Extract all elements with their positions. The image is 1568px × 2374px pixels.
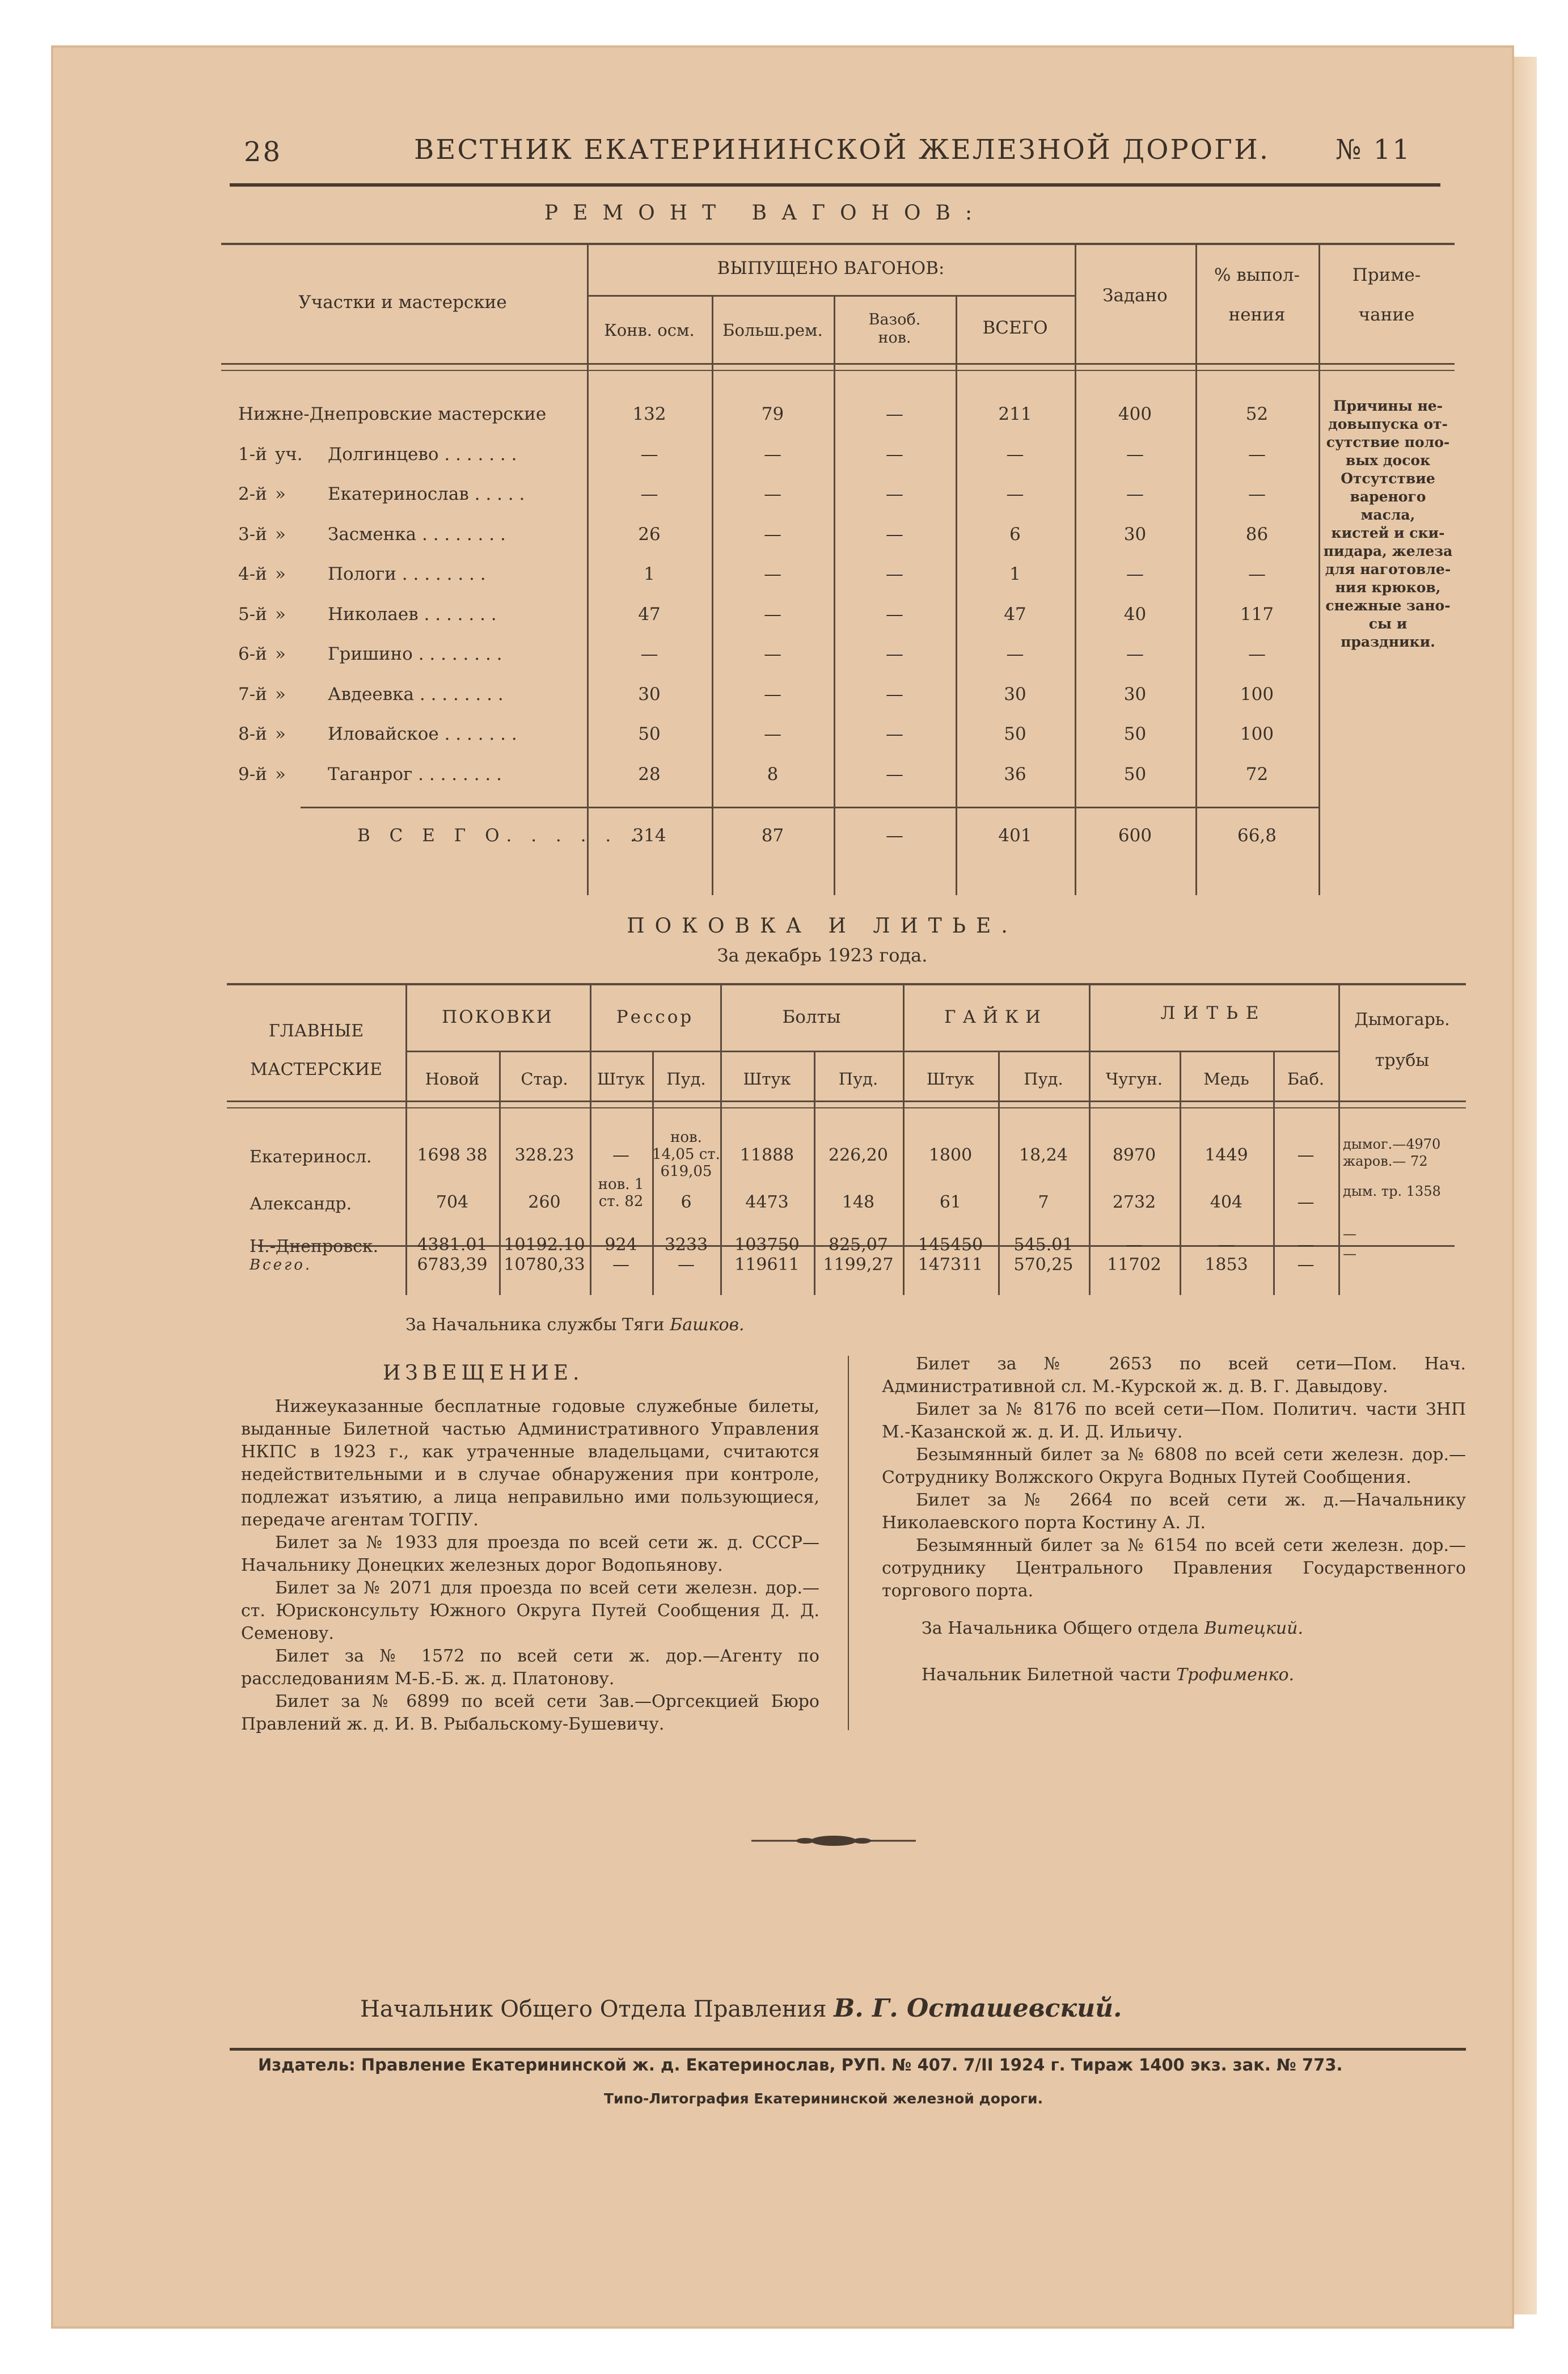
subheader: Штук (743, 1069, 791, 1089)
cell-pct: 52 (1245, 404, 1269, 424)
notice-paragraph: Билет за № 6899 по всей сети Зав.—Оргсекцией Бюро Правлений ж. д. И. В. Рыбальскому-Бушевичу. (241, 1692, 819, 1734)
row-number: 8-й (238, 724, 267, 744)
cell-bolsh: — (764, 684, 781, 705)
remark-line: Причины не- (1333, 398, 1443, 414)
cell-bolsh: — (764, 604, 781, 625)
cell-konv: 30 (638, 684, 661, 705)
table-rule (221, 370, 1455, 371)
repair-title: РЕМОНТ ВАГОНОВ: (544, 201, 987, 225)
h-dym: трубы (1375, 1051, 1430, 1070)
cell-bolsh: — (764, 564, 781, 584)
forging-cell: — (612, 1145, 629, 1165)
subheader: Штук (597, 1069, 645, 1089)
remark-line: вареного масла, (1350, 488, 1426, 523)
col-released: ВЫПУЩЕНО ВАГОНОВ: (717, 258, 945, 279)
cell-pct: 117 (1240, 604, 1274, 625)
cell-vozob: — (886, 484, 903, 504)
forging-cell: — (1297, 1145, 1315, 1165)
cell-bolsh: 8 (767, 764, 779, 785)
row-number: 9-й (238, 764, 267, 785)
forging-dym: дымог.—4970 жаров.— 72 (1343, 1136, 1441, 1169)
remark-line: снежные зано- (1325, 597, 1451, 614)
forging-cell: 1698 38 (417, 1145, 488, 1165)
table-rule (1338, 983, 1340, 1295)
row-name: Николаев . . . . . . . (328, 604, 497, 625)
h-bolty: Болты (782, 1007, 841, 1027)
cell-bolsh: 79 (761, 404, 784, 424)
notice-paragraph: Билет за № 1572 по всей сети ж. дор.—Агенту по расследованиям М-Б.-Б. ж. д. Платонову. (241, 1646, 819, 1689)
cell-konv: — (640, 644, 658, 664)
row-name: Екатеринослав . . . . . (328, 484, 525, 504)
cell-pct: 100 (1240, 724, 1274, 744)
forging-cell: — (1297, 1255, 1315, 1275)
forging-row-name: Н.-Днепровск. (250, 1237, 379, 1256)
forging-cell: 924 (605, 1235, 637, 1255)
notice-paragraph: Билет за № 8176 по всей сети—Пом. Политич. части ЗНП М.-Казанской ж. д. И. Д. Ильичу. (882, 1399, 1466, 1442)
row-name: Гришино . . . . . . . . (328, 644, 502, 664)
remark-line: Отсутствие (1341, 470, 1435, 487)
total-vozob: — (886, 825, 903, 846)
cell-total: 30 (1004, 684, 1026, 705)
cell-konv: — (640, 444, 658, 465)
forging-cell: 328.23 (514, 1145, 574, 1165)
notice-paragraph: Нижеуказанные бесплатные годовые служебные билеты, выданные Билетной частью Административного Управления НКПС в 1923 г., как утраченные владельцами, считаются недействительными и в случае обнаружения при контроле, подлежат изъятию, а лица неправильно ими пользующиеся, передаче агентам ТОГПУ. (241, 1397, 819, 1530)
subheader: Пуд. (838, 1069, 878, 1089)
cell-zadano: 400 (1118, 404, 1152, 424)
notice-paragraph: Билет за № 2653 по всей сети—Пом. Нач. Административной сл. М.-Курской ж. д. В. Г. Давыдову. (882, 1354, 1466, 1397)
total-konv: 314 (632, 825, 666, 846)
table-rule (227, 1100, 1466, 1102)
remark-line: пидара, железа (1323, 543, 1453, 559)
forging-subtitle: За декабрь 1923 года. (717, 944, 928, 966)
subheader: Баб. (1287, 1069, 1325, 1089)
forging-cell: 10780,33 (504, 1255, 585, 1275)
forging-cell: нов. 14,05 ст. 619,05 (652, 1129, 720, 1180)
cell-vozob: — (886, 604, 903, 625)
forging-cell: 7 (1038, 1192, 1049, 1212)
forging-cell: 1199,27 (823, 1255, 894, 1275)
cell-zadano: 30 (1123, 524, 1147, 545)
col-zadano: Задано (1102, 285, 1168, 306)
forging-cell: 103750 (734, 1235, 800, 1255)
forging-cell: 11702 (1107, 1255, 1161, 1275)
forging-cell: 147311 (918, 1255, 983, 1275)
forging-row-name: Александр. (250, 1194, 352, 1214)
notice-paragraph: Безымянный билет за № 6808 по всей сети железн. дор.—Сотруднику Волжского Округа Водных Путей Сообщения. (882, 1445, 1466, 1487)
row-name: Пологи . . . . . . . . (328, 564, 486, 584)
forging-cell: — (612, 1255, 629, 1275)
column-divider (848, 1356, 849, 1730)
repair-remark (1321, 397, 1455, 651)
row-name: Нижне-Днепровские мастерские (238, 404, 547, 424)
cell-zadano: 40 (1123, 604, 1147, 625)
row-number: 1-й (238, 444, 267, 465)
row-sep: » (275, 604, 286, 625)
ornament-divider (749, 1829, 919, 1852)
row-sep: » (275, 564, 286, 584)
cell-konv: — (640, 484, 658, 504)
subheader: Пуд. (1024, 1069, 1063, 1089)
journal-page (51, 45, 1514, 2329)
forging-cell: 545.01 (1013, 1235, 1073, 1255)
forging-title: ПОКОВКА И ЛИТЬЕ. (627, 914, 1018, 938)
cell-zadano: 50 (1123, 764, 1147, 785)
row-name: Авдеевка . . . . . . . . (328, 684, 504, 705)
cell-konv: 28 (638, 764, 661, 785)
remark-line: вых досок (1345, 452, 1431, 469)
forging-cell: 704 (436, 1192, 469, 1212)
cell-konv: 50 (638, 724, 661, 744)
cell-total: 50 (1004, 724, 1026, 744)
forging-cell: 226,20 (829, 1145, 888, 1165)
forging-cell: 1800 (928, 1145, 973, 1165)
total-zadano: 600 (1118, 825, 1152, 846)
cell-total: — (1006, 444, 1024, 465)
row-name: Иловайское . . . . . . . (328, 724, 517, 744)
forging-cell: 404 (1210, 1192, 1243, 1212)
total-bolsh: 87 (761, 825, 784, 846)
table-rule (834, 295, 835, 895)
cell-total: 36 (1004, 764, 1026, 785)
remark-line: ния крюков, (1335, 579, 1441, 596)
publisher-line: Издатель: Правление Екатерининской ж. д. Екатеринослав, РУП. № 407. 7/II 1924 г. Тираж 1400 экз. зак. № 773. (258, 2055, 1343, 2074)
col-vozob: нов. (878, 329, 911, 347)
row-sep: » (275, 684, 286, 705)
total-total: 401 (998, 825, 1032, 846)
col-note: Приме- (1352, 265, 1421, 285)
chief-text: Начальник Общего Отдела Правления (360, 1996, 827, 2022)
cell-bolsh: — (764, 724, 781, 744)
table-rule (405, 1051, 1338, 1052)
forging-cell: 6 (681, 1192, 692, 1212)
notice-paragraph: Билет за № 1933 для проезда по всей сети ж. д. СССР—Начальнику Донецких железных дорог Водопьянову. (241, 1533, 819, 1575)
row-name: Долгинцево . . . . . . . (328, 444, 517, 465)
forging-cell: 2732 (1112, 1192, 1156, 1212)
cell-zadano: — (1126, 484, 1144, 504)
forging-cell: 825,07 (829, 1235, 888, 1255)
table-rule (587, 295, 1075, 297)
row-number: 7-й (238, 684, 267, 705)
row-name: Засменка . . . . . . . . (328, 524, 506, 545)
table-rule (712, 295, 713, 895)
row-number: 2-й (238, 484, 267, 504)
cell-pct: — (1248, 484, 1266, 504)
cell-pct: — (1248, 644, 1266, 664)
table-rule (221, 363, 1455, 365)
forging-dym: — (1343, 1226, 1356, 1242)
forging-dym: дым. тр. 1358 (1343, 1183, 1441, 1199)
cell-zadano: — (1126, 444, 1144, 465)
cell-total: 47 (1004, 604, 1026, 625)
forging-cell: — (1297, 1192, 1315, 1212)
cell-konv: 1 (644, 564, 655, 584)
cell-zadano: 50 (1123, 724, 1147, 744)
cell-pct: 86 (1245, 524, 1269, 545)
forging-cell: — (1297, 1235, 1315, 1255)
table-rule (301, 807, 1318, 808)
cell-pct: — (1248, 444, 1266, 465)
remark-line: довыпуска от- (1328, 416, 1448, 432)
col-sections: Участки и мастерские (298, 292, 507, 313)
h-main: МАСТЕРСКИЕ (250, 1060, 382, 1080)
row-sep: » (275, 644, 286, 664)
forging-row-name: Екатериносл. (250, 1147, 372, 1167)
forging-cell: нов. 1 ст. 82 (598, 1176, 644, 1210)
cell-pct: 100 (1240, 684, 1274, 705)
h-ressor: Рессор (616, 1007, 694, 1027)
forging-cell: 148 (842, 1192, 875, 1212)
cell-vozob: — (886, 564, 903, 584)
forging-cell: 8970 (1112, 1145, 1156, 1165)
remark-line: для наготовле- (1325, 561, 1451, 577)
h-dym: Дымогарь. (1354, 1010, 1450, 1030)
remark-line: сы и праздники. (1341, 615, 1435, 650)
row-name: Таганрог . . . . . . . . (328, 764, 502, 785)
col-konv: Конв. осм. (604, 321, 695, 340)
cell-total: — (1006, 484, 1024, 504)
row-sep: » (275, 724, 286, 744)
subheader: Медь (1203, 1069, 1249, 1089)
h-pokovki: ПОКОВКИ (442, 1007, 553, 1027)
forging-cell: 1449 (1204, 1145, 1248, 1165)
notice-sign2-name: Трофименко. (1176, 1665, 1295, 1685)
row-number: 3-й (238, 524, 267, 545)
forging-cell: 3233 (664, 1235, 708, 1255)
cell-pct: — (1248, 564, 1266, 584)
forging-cell: 10192.10 (504, 1235, 585, 1255)
issue-number: № 11 (1335, 134, 1411, 166)
forging-cell: 6783,39 (417, 1255, 488, 1275)
cell-konv: 132 (632, 404, 666, 424)
cell-konv: 26 (638, 524, 661, 545)
printer-line: Типо-Литография Екатерининской железной дороги. (604, 2090, 1043, 2107)
cell-zadano: — (1126, 564, 1144, 584)
chief-name: В. Г. Осташевский. (834, 1994, 1122, 2023)
forging-signature (405, 1315, 745, 1335)
forging-signature-name: Башков. (670, 1315, 745, 1335)
cell-vozob: — (886, 644, 903, 664)
table-rule (227, 983, 1466, 985)
journal-title: ВЕСТНИК ЕКАТЕРИНИНСКОЙ ЖЕЛЕЗНОЙ ДОРОГИ. (414, 134, 1270, 166)
subheader: Новой (425, 1069, 480, 1089)
forging-cell: 61 (939, 1192, 962, 1212)
cell-bolsh: — (764, 484, 781, 504)
notice-left-column (241, 1395, 819, 1736)
cell-vozob: — (886, 524, 903, 545)
cell-bolsh: — (764, 644, 781, 664)
forging-cell: 119611 (734, 1255, 800, 1275)
forging-cell: 18,24 (1019, 1145, 1068, 1165)
cell-konv: 47 (638, 604, 661, 625)
cell-vozob: — (886, 684, 903, 705)
notice-sign1-text: За Начальника Общего отдела (922, 1618, 1199, 1638)
forging-cell: 260 (528, 1192, 561, 1212)
cell-bolsh: — (764, 444, 781, 465)
notice-sign2-text: Начальник Билетной части (922, 1665, 1171, 1685)
notice-sign2 (922, 1665, 1294, 1685)
notice-paragraph: Билет за № 2071 для проезда по всей сети железн. дор.—ст. Юрисконсульту Южного Округа Путей Сообщения Д. Д. Семенову. (241, 1578, 819, 1643)
table-rule (227, 1107, 1466, 1108)
forging-cell: 1853 (1204, 1255, 1248, 1275)
forging-cell: 4473 (745, 1192, 789, 1212)
row-sep: » (275, 484, 286, 504)
page-number: 28 (244, 136, 282, 168)
notice-title: ИЗВЕЩЕНИЕ. (383, 1361, 584, 1385)
col-percent: нения (1228, 305, 1286, 325)
cell-vozob: — (886, 444, 903, 465)
forging-signature-text: За Начальника службы Тяги (405, 1315, 665, 1335)
cell-total: 1 (1009, 564, 1021, 584)
cell-total: 211 (998, 404, 1032, 424)
notice-right-column (882, 1353, 1466, 1603)
subheader: Стар. (521, 1069, 568, 1089)
notice-sign1 (922, 1618, 1303, 1638)
forging-row-name: Всего. (250, 1256, 312, 1274)
h-gaiki: ГАЙКИ (944, 1007, 1048, 1027)
forging-cell: 145450 (918, 1235, 983, 1255)
forging-cell: 11888 (739, 1145, 794, 1165)
col-vozob: Вазоб. (868, 311, 921, 328)
footer-rule (230, 2048, 1466, 2051)
h-main: ГЛАВНЫЕ (268, 1021, 364, 1041)
row-number: 5-й (238, 604, 267, 625)
h-lite: ЛИТЬЕ (1160, 1003, 1267, 1023)
subheader: Штук (926, 1069, 975, 1089)
cell-zadano: — (1126, 644, 1144, 664)
remark-line: кистей и ски- (1331, 525, 1445, 541)
header-rule (230, 183, 1440, 187)
row-number: 4-й (238, 564, 267, 584)
repair-total-label: В С Е Г О. . . . . . (357, 825, 643, 846)
table-rule (221, 243, 1455, 245)
cell-total: — (1006, 644, 1024, 664)
table-rule (956, 295, 957, 895)
subheader: Чугун. (1105, 1069, 1163, 1089)
forging-cell: 570,25 (1013, 1255, 1073, 1275)
table-rule (1318, 243, 1320, 895)
col-bolsh: Больш.рем. (722, 321, 823, 340)
forging-cell: — (1218, 1235, 1235, 1255)
forging-cell: — (678, 1255, 695, 1275)
cell-total: 6 (1009, 524, 1021, 545)
col-percent: % выпол- (1214, 265, 1300, 285)
row-sep: » (275, 524, 286, 545)
remark-line: сутствие поло- (1326, 434, 1450, 450)
col-total: ВСЕГО (982, 318, 1048, 338)
notice-sign1-name: Витецкий. (1204, 1618, 1304, 1638)
cell-bolsh: — (764, 524, 781, 545)
col-note: чание (1358, 305, 1415, 325)
forging-cell: 4381.01 (417, 1235, 488, 1255)
cell-vozob: — (886, 764, 903, 785)
forging-cell: — (1126, 1235, 1143, 1255)
notice-paragraph: Безымянный билет за № 6154 по всей сети железн. дор.—сотруднику Центрального Правления Государственного торгового порта. (882, 1536, 1466, 1601)
row-sep: уч. (275, 444, 303, 465)
subheader: Пуд. (666, 1069, 706, 1089)
cell-pct: 72 (1245, 764, 1269, 785)
row-sep: » (275, 764, 286, 785)
cell-vozob: — (886, 404, 903, 424)
total-pct: 66,8 (1237, 825, 1277, 846)
notice-paragraph: Билет за № 2664 по всей сети ж. д.—Начальнику Николаевского порта Костину А. Л. (882, 1490, 1466, 1533)
cell-vozob: — (886, 724, 903, 744)
cell-zadano: 30 (1123, 684, 1147, 705)
chief-line (360, 1994, 1122, 2023)
row-number: 6-й (238, 644, 267, 664)
forging-dym: — (1343, 1246, 1356, 1262)
